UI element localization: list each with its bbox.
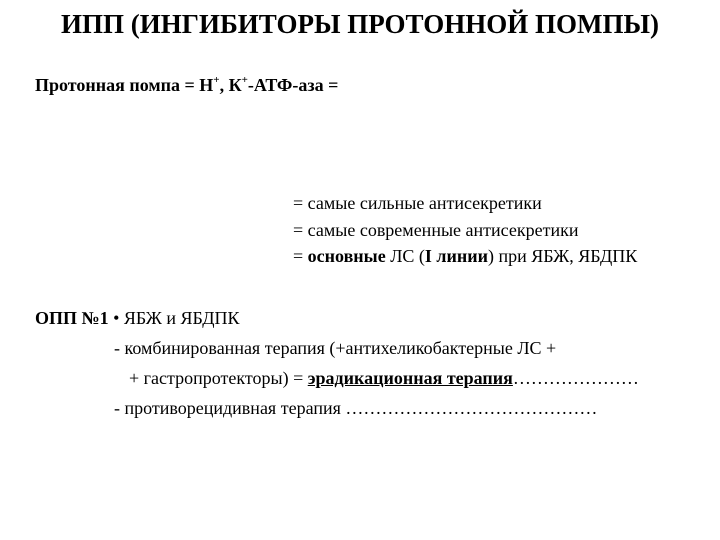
property-main-bold: основные [307, 246, 386, 266]
opp-bullet-item: • ЯБЖ и ЯБДПК [108, 308, 240, 328]
property-strongest: = самые сильные антисекретики [293, 193, 542, 213]
formula-prefix: Протонная помпа = Н [35, 75, 214, 95]
opp-combined-therapy: - комбинированная терапия (+антихеликобактерные ЛС + [114, 338, 557, 358]
formula-sup-k: + [241, 74, 248, 86]
proton-pump-formula [35, 73, 338, 97]
property-first-line-bold: I линии [424, 246, 489, 266]
opp-section [35, 303, 639, 423]
ipp-properties-list [293, 190, 637, 270]
opp-eradication-prefix: + гастропротекторы) = [129, 368, 308, 388]
property-main-mid: ЛС ( [385, 246, 425, 266]
page-title: ИПП (ИНГИБИТОРЫ ПРОТОННОЙ ПОМПЫ) [61, 9, 659, 39]
opp-eradication-line [35, 363, 639, 393]
formula-suffix: -АТФ-аза = [247, 75, 339, 95]
opp-label: ОПП №1 [35, 308, 109, 328]
opp-eradication-bold: эрадикационная терапия [307, 368, 513, 388]
property-main-suffix: ) при ЯБЖ, ЯБДПК [488, 246, 638, 266]
formula-sup-h: + [213, 74, 220, 86]
opp-eradication-dots: ………………… [512, 368, 639, 388]
property-modern: = самые современные антисекретики [293, 219, 579, 240]
opp-heading-line [35, 303, 639, 333]
property-main-drugs [293, 243, 637, 270]
property-main-prefix: = [293, 246, 308, 266]
formula-mid: , К [219, 75, 242, 95]
opp-anti-relapse-therapy: - противорецидивная терапия …………………………………… [114, 398, 598, 418]
